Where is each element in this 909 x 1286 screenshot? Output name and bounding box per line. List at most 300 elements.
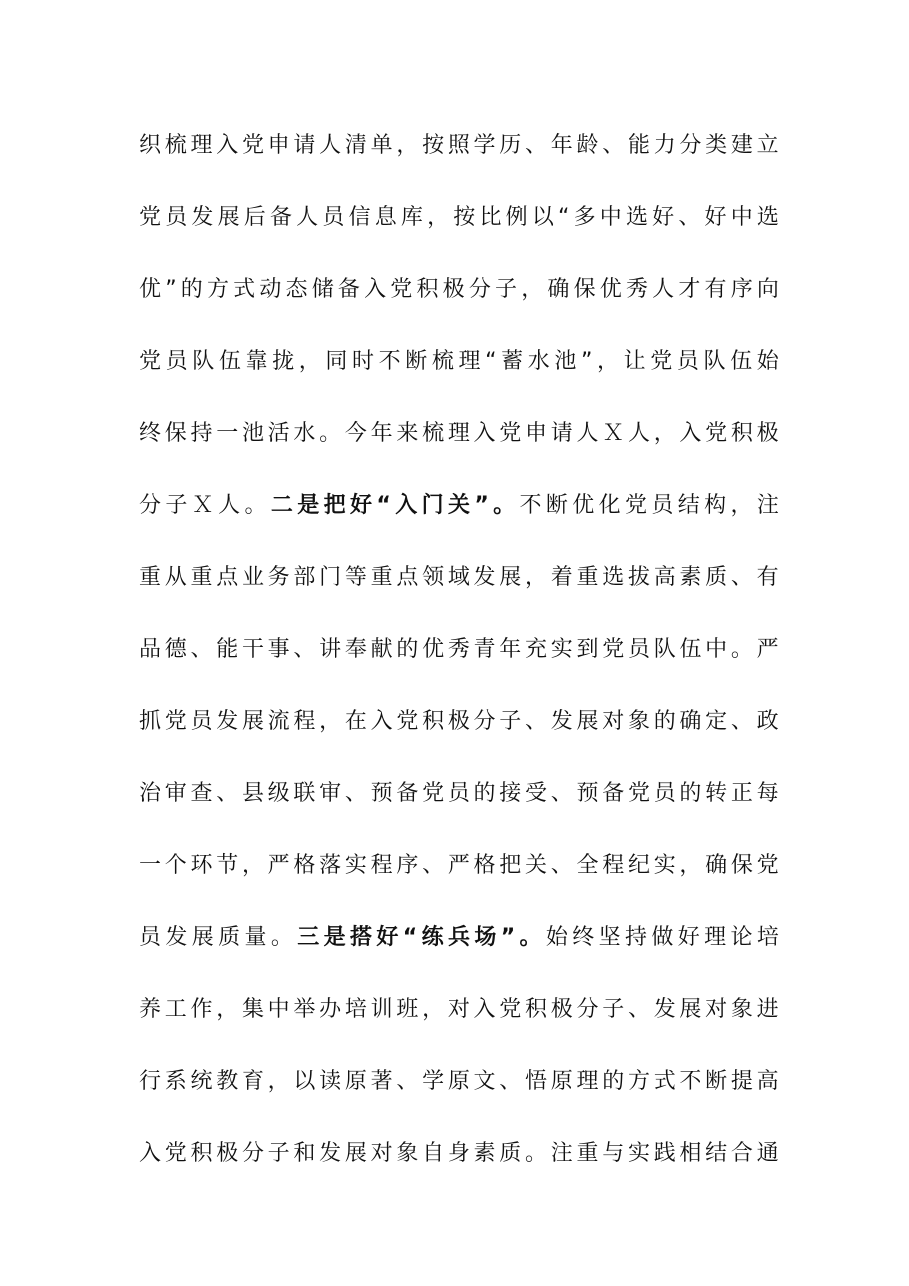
bold-char: 是 <box>297 493 320 518</box>
char: 立 <box>756 133 779 158</box>
char: 正 <box>730 781 753 806</box>
char: 中 <box>599 205 622 230</box>
char: 注 <box>550 1141 573 1166</box>
char: 对 <box>705 997 728 1022</box>
char: 子 <box>267 1141 290 1166</box>
char: 实 <box>344 853 367 878</box>
char: 按 <box>422 133 445 158</box>
char: ， <box>298 349 321 374</box>
char: ， <box>653 421 676 446</box>
char: 审 <box>319 781 342 806</box>
char: 工 <box>164 997 187 1022</box>
char: 域 <box>447 565 470 590</box>
char: 德 <box>164 637 187 662</box>
char: ， <box>427 205 450 230</box>
char: 梳 <box>431 349 454 374</box>
char: 息 <box>374 205 397 230</box>
char: 合 <box>730 1141 753 1166</box>
bold-char: 门 <box>421 493 444 518</box>
text-line <box>139 1124 779 1196</box>
char: 员 <box>651 493 674 518</box>
char: 始 <box>545 925 568 950</box>
char: 请 <box>550 421 573 446</box>
char: 秀 <box>625 277 648 302</box>
char: 来 <box>396 421 419 446</box>
char: ， <box>216 997 239 1022</box>
text-line <box>139 260 779 332</box>
char: 严 <box>267 853 290 878</box>
char: 程 <box>293 709 316 734</box>
char: 极 <box>447 709 470 734</box>
text-line <box>139 332 779 404</box>
text-line <box>139 764 779 836</box>
char: 发 <box>319 1141 342 1166</box>
char: 到 <box>576 637 599 662</box>
char: 构 <box>704 493 727 518</box>
char: 建 <box>730 133 753 158</box>
char: 严 <box>447 853 470 878</box>
char: 动 <box>259 277 282 302</box>
char: 选 <box>756 205 779 230</box>
char: 选 <box>625 205 648 230</box>
char: 学 <box>422 1069 445 1094</box>
char: 党 <box>139 205 162 230</box>
char: 重 <box>190 565 213 590</box>
char: 在 <box>344 709 367 734</box>
char: 织 <box>139 133 162 158</box>
char: 实 <box>550 637 573 662</box>
bold-char: ” <box>474 493 489 518</box>
char: 信 <box>348 205 371 230</box>
char: 著 <box>370 1069 393 1094</box>
char: 一 <box>216 421 239 446</box>
char: 发 <box>165 925 188 950</box>
char: 。 <box>319 421 342 446</box>
char: 时 <box>352 349 375 374</box>
char: 重 <box>370 565 393 590</box>
char: 年 <box>550 133 573 158</box>
char: 发 <box>216 709 239 734</box>
char: ， <box>730 493 753 518</box>
char: 式 <box>653 1069 676 1094</box>
char: 能 <box>216 637 239 662</box>
char: 优 <box>572 493 595 518</box>
char: Ｘ <box>602 421 625 446</box>
char: 悟 <box>525 1069 548 1094</box>
char: 请 <box>293 133 316 158</box>
char: 自 <box>422 1141 445 1166</box>
char: 员 <box>653 781 676 806</box>
char: 教 <box>216 1069 239 1094</box>
bold-char: 场 <box>474 925 497 950</box>
char: 同 <box>325 349 348 374</box>
char: 库 <box>400 205 423 230</box>
char: 中 <box>267 997 290 1022</box>
char: 党 <box>390 277 413 302</box>
bold-char: 是 <box>323 925 346 950</box>
char: 入 <box>139 1141 162 1166</box>
char: 靠 <box>245 349 268 374</box>
char: 分 <box>473 709 496 734</box>
char: 结 <box>677 493 700 518</box>
char: 员 <box>676 349 699 374</box>
char: 理 <box>576 1069 599 1094</box>
char: 领 <box>422 565 445 590</box>
char: 和 <box>293 1141 316 1166</box>
char: ， <box>521 277 544 302</box>
char: 员 <box>447 781 470 806</box>
char: ” <box>581 349 593 374</box>
char: 党 <box>139 349 162 374</box>
char: 极 <box>550 997 573 1022</box>
char: 人 <box>652 277 675 302</box>
bold-char: 好 <box>350 493 373 518</box>
char: 党 <box>650 349 673 374</box>
char: 献 <box>370 637 393 662</box>
char: 断 <box>545 493 568 518</box>
char: 中 <box>730 205 753 230</box>
char: 例 <box>505 205 528 230</box>
text-line <box>139 476 779 548</box>
char: 点 <box>216 565 239 590</box>
bold-char: “ <box>402 925 418 950</box>
char: 门 <box>319 565 342 590</box>
char: 人 <box>627 421 650 446</box>
char: 员 <box>165 205 188 230</box>
text-line <box>139 908 779 980</box>
char: 类 <box>705 133 728 158</box>
char: 伍 <box>218 349 241 374</box>
char: 班 <box>396 997 419 1022</box>
char: 方 <box>627 1069 650 1094</box>
char: ， <box>319 709 342 734</box>
char: 后 <box>243 205 266 230</box>
char: 重 <box>576 565 599 590</box>
char: 文 <box>473 1069 496 1094</box>
char: 持 <box>625 925 648 950</box>
char: 、 <box>344 781 367 806</box>
char: ， <box>597 349 620 374</box>
char: 身 <box>447 1141 470 1166</box>
char: 确 <box>679 709 702 734</box>
char: 化 <box>598 493 621 518</box>
char: 展 <box>499 565 522 590</box>
char: 终 <box>139 421 162 446</box>
char: 格 <box>473 853 496 878</box>
char: 流 <box>267 709 290 734</box>
char: 定 <box>705 709 728 734</box>
char: 行 <box>139 1069 162 1094</box>
char: 、 <box>396 1069 419 1094</box>
char: 子 <box>499 709 522 734</box>
char: 养 <box>139 997 162 1022</box>
char: 党 <box>241 133 264 158</box>
text-line <box>139 836 779 908</box>
char: 党 <box>625 493 648 518</box>
char: 入 <box>216 133 239 158</box>
char: 个 <box>164 853 187 878</box>
bold-char: ” <box>500 925 516 950</box>
char: ， <box>679 853 702 878</box>
char: 照 <box>447 133 470 158</box>
bold-char: 练 <box>421 925 444 950</box>
char: 发 <box>550 709 573 734</box>
char: 分 <box>241 1141 264 1166</box>
char: 质 <box>499 1141 522 1166</box>
char: 分 <box>139 493 162 518</box>
char: 备 <box>602 781 625 806</box>
char: 能 <box>627 133 650 158</box>
char: 高 <box>653 565 676 590</box>
char: ， <box>422 997 445 1022</box>
char: 量 <box>244 925 267 950</box>
char: 比 <box>479 205 502 230</box>
char: 原 <box>344 1069 367 1094</box>
char: 展 <box>679 997 702 1022</box>
bold-char: 。 <box>519 925 542 950</box>
char: 业 <box>241 565 264 590</box>
char: 原 <box>550 1069 573 1094</box>
char: 蓄 <box>501 349 524 374</box>
char: 、 <box>499 1069 522 1094</box>
char: 实 <box>627 1141 650 1166</box>
char: 相 <box>679 1141 702 1166</box>
char: 举 <box>293 997 316 1022</box>
char: 联 <box>293 781 316 806</box>
char: 的 <box>602 1069 625 1094</box>
bold-char: 兵 <box>447 925 470 950</box>
char: ， <box>267 1069 290 1094</box>
char: 发 <box>191 205 214 230</box>
char: 申 <box>267 133 290 158</box>
char: 践 <box>653 1141 676 1166</box>
char: 党 <box>164 709 187 734</box>
char: 分 <box>679 133 702 158</box>
char: 党 <box>705 421 728 446</box>
char: 断 <box>405 349 428 374</box>
char: 质 <box>218 925 241 950</box>
bold-char: 二 <box>270 493 293 518</box>
char: 发 <box>653 997 676 1022</box>
char: 积 <box>525 997 548 1022</box>
char: 级 <box>267 781 290 806</box>
body-text <box>139 116 779 1196</box>
char: 素 <box>679 565 702 590</box>
char: 人 <box>296 205 319 230</box>
char: 事 <box>267 637 290 662</box>
char: 秀 <box>447 637 470 662</box>
char: 优 <box>139 277 162 302</box>
char: 接 <box>499 781 522 806</box>
char: 原 <box>447 1069 470 1094</box>
char: 展 <box>217 205 240 230</box>
char: 展 <box>241 709 264 734</box>
char: 实 <box>653 853 676 878</box>
char: 部 <box>293 565 316 590</box>
char: 力 <box>653 133 676 158</box>
char: 的 <box>679 781 702 806</box>
char: Ｘ <box>191 493 214 518</box>
char: 今 <box>344 421 367 446</box>
char: 中 <box>705 637 728 662</box>
char: 拔 <box>627 565 650 590</box>
char: 政 <box>756 709 779 734</box>
char: 极 <box>442 277 465 302</box>
char: 集 <box>241 997 264 1022</box>
char: 预 <box>576 781 599 806</box>
char: 青 <box>473 637 496 662</box>
char: 象 <box>396 1141 419 1166</box>
char: 理 <box>190 133 213 158</box>
char: 分 <box>576 997 599 1022</box>
char: 入 <box>364 277 387 302</box>
char: 审 <box>164 781 187 806</box>
char: 优 <box>599 277 622 302</box>
text-line <box>139 116 779 188</box>
char: 方 <box>206 277 229 302</box>
char: 党 <box>499 421 522 446</box>
text-line <box>139 548 779 620</box>
char: 水 <box>527 349 550 374</box>
char: 展 <box>576 709 599 734</box>
char: 点 <box>396 565 419 590</box>
char: 终 <box>572 925 595 950</box>
char: “ <box>558 205 570 230</box>
char: 与 <box>602 1141 625 1166</box>
char: 水 <box>293 421 316 446</box>
char: 活 <box>267 421 290 446</box>
char: 读 <box>319 1069 342 1094</box>
char: 务 <box>267 565 290 590</box>
bold-char: 入 <box>395 493 418 518</box>
char: 从 <box>164 565 187 590</box>
char: 入 <box>679 421 702 446</box>
char: 培 <box>756 925 779 950</box>
char: 、 <box>525 133 548 158</box>
char: 党 <box>499 997 522 1022</box>
char: 县 <box>241 781 264 806</box>
char: 环 <box>190 853 213 878</box>
char: 积 <box>416 277 439 302</box>
char: 按 <box>453 205 476 230</box>
char: 积 <box>422 709 445 734</box>
char: 坚 <box>598 925 621 950</box>
char: 把 <box>499 853 522 878</box>
char: 保 <box>573 277 596 302</box>
char: 受 <box>525 781 548 806</box>
char: 不 <box>519 493 542 518</box>
char: 人 <box>576 421 599 446</box>
char: 、 <box>678 205 701 230</box>
char: 历 <box>499 133 522 158</box>
char: 式 <box>233 277 256 302</box>
char: 积 <box>190 1141 213 1166</box>
char: 格 <box>293 853 316 878</box>
char: 子 <box>495 277 518 302</box>
char: 、 <box>422 853 445 878</box>
char: 干 <box>241 637 264 662</box>
char: 程 <box>370 853 393 878</box>
char: 每 <box>756 781 779 806</box>
char: 严 <box>756 637 779 662</box>
char: 不 <box>679 1069 702 1094</box>
char: 程 <box>602 853 625 878</box>
char: 极 <box>216 1141 239 1166</box>
char: 、 <box>550 781 573 806</box>
char: 有 <box>756 565 779 590</box>
char: 的 <box>473 781 496 806</box>
char: ， <box>396 133 419 158</box>
char: 品 <box>139 637 162 662</box>
char: 申 <box>525 421 548 446</box>
char: 选 <box>602 565 625 590</box>
char: 、 <box>525 709 548 734</box>
char: 着 <box>550 565 573 590</box>
char: 进 <box>756 997 779 1022</box>
char: 人 <box>218 493 241 518</box>
char: 以 <box>531 205 554 230</box>
char: 的 <box>653 709 676 734</box>
char: 预 <box>370 781 393 806</box>
char: 作 <box>190 997 213 1022</box>
char: 好 <box>677 925 700 950</box>
bold-char: 关 <box>447 493 470 518</box>
char: 入 <box>473 421 496 446</box>
text-line <box>139 980 779 1052</box>
char: 党 <box>164 1141 187 1166</box>
char: 党 <box>756 853 779 878</box>
char: 员 <box>165 349 188 374</box>
char: 育 <box>241 1069 264 1094</box>
char: 、 <box>550 853 573 878</box>
char: 确 <box>547 277 570 302</box>
char: 始 <box>756 349 779 374</box>
char: 积 <box>730 421 753 446</box>
char: 入 <box>370 709 393 734</box>
char: 提 <box>730 1069 753 1094</box>
char: 队 <box>192 349 215 374</box>
char: 的 <box>180 277 203 302</box>
char: 办 <box>319 997 342 1022</box>
text-line <box>139 1052 779 1124</box>
char: “ <box>485 349 497 374</box>
char: ， <box>525 565 548 590</box>
bold-char: 搭 <box>350 925 373 950</box>
char: 。 <box>244 493 267 518</box>
char: 梳 <box>422 421 445 446</box>
char: 全 <box>576 853 599 878</box>
char: 理 <box>458 349 481 374</box>
char: 才 <box>678 277 701 302</box>
char: 治 <box>139 781 162 806</box>
char: 让 <box>623 349 646 374</box>
text-line <box>139 620 779 692</box>
char: 态 <box>285 277 308 302</box>
char: 象 <box>730 997 753 1022</box>
char: 落 <box>319 853 342 878</box>
char: 奉 <box>344 637 367 662</box>
char: 党 <box>396 709 419 734</box>
char: 断 <box>705 1069 728 1094</box>
bold-char: 。 <box>493 493 516 518</box>
char: 拢 <box>272 349 295 374</box>
char: 、 <box>216 781 239 806</box>
char: 质 <box>705 565 728 590</box>
bold-char: 三 <box>297 925 320 950</box>
char: 员 <box>322 205 345 230</box>
char: 保 <box>730 853 753 878</box>
char: 展 <box>191 925 214 950</box>
